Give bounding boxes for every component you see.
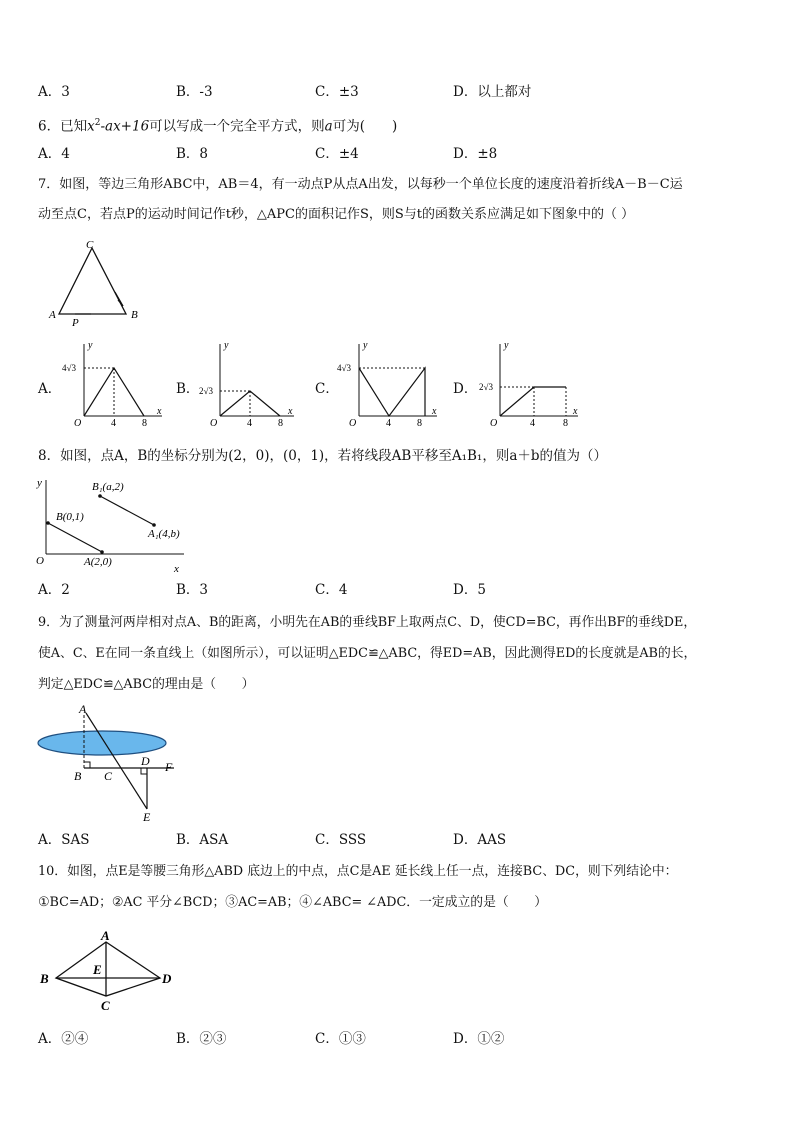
q6-option-c: C．±4 <box>315 146 359 162</box>
tick-8: 8 <box>278 418 283 428</box>
q8-figure <box>34 474 194 574</box>
q6-option-a: A．4 <box>38 146 70 162</box>
label-b1: B₁(a,2) <box>92 481 124 493</box>
label-a: A <box>49 309 56 321</box>
q10-line-2: ①BC=AD；②AC 平分∠BCD；③AC=AB；④∠ABC= ∠ADC．一定成立的是（ ） <box>38 895 548 910</box>
y-label: y <box>363 340 368 351</box>
label-b: B <box>131 309 138 321</box>
origin-label: O <box>36 555 44 567</box>
triangle-abc <box>59 248 126 314</box>
q6-expr-rest: -ax+16 <box>100 118 150 135</box>
q9-line-2: 使A、C、E在同一条直线上（如图所示），可以证明△EDC≌△ABC，得ED=AB，因此测得ED的长度就是AB的长， <box>38 646 697 661</box>
label-a: A(2,0) <box>84 556 112 568</box>
label-c: C <box>101 998 110 1012</box>
right-angle-d <box>141 768 147 774</box>
q8-option-a: A．2 <box>38 582 70 598</box>
q5-option-a: A．3 <box>38 84 70 100</box>
label-d: D <box>162 971 172 986</box>
label-b: B(0,1) <box>56 511 84 523</box>
q10-option-a: A．②④ <box>38 1031 89 1047</box>
origin-label: O <box>490 418 498 428</box>
y-label: y <box>504 340 509 351</box>
q7-graph-b <box>194 338 304 428</box>
tick-y: 2√3 <box>479 382 493 392</box>
q5-option-d: D．以上都对 <box>453 84 532 100</box>
x-label: x <box>174 563 179 574</box>
q6-prefix: 6．已知 <box>38 118 88 135</box>
q7-option-b: B． <box>176 381 200 397</box>
q9-line-1: 9．为了测量河两岸相对点A、B的距离，小明先在AB的垂线BF上取两点C、D，使CD=BC，再作出BF的垂线DE， <box>38 615 697 630</box>
question-8: 8．如图，点A，B的坐标分别为(2，0)，(0，1)，若将线段AB平移至A₁B₁，则a＋b的值为（） <box>38 448 608 464</box>
q7-line-2: 动至点C，若点P的运动时间记作t秒，△APC的面积记作S，则S与t的函数关系应满足如下图象中的（ ） <box>38 207 635 222</box>
tick-y: 4√3 <box>62 363 76 373</box>
label-b: B <box>74 769 82 783</box>
q7-graph-c <box>333 338 443 428</box>
q9-option-d: D．AAS <box>453 832 507 848</box>
q8-option-d: D．5 <box>453 582 486 598</box>
point-b1 <box>98 494 102 498</box>
point-b <box>46 521 50 525</box>
q5-option-b: B．-3 <box>176 84 213 100</box>
q9-line-3: 判定△EDC≌△ABC的理由是（ ） <box>38 677 255 692</box>
q6-suffix: 可为( ) <box>332 118 398 135</box>
series-line <box>359 368 425 416</box>
q6-middle: 可以写成一个完全平方式，则 <box>149 118 325 135</box>
origin-label: O <box>210 418 218 428</box>
tick-8: 8 <box>142 418 147 428</box>
q7-option-c: C． <box>315 381 339 397</box>
q7-option-a: A． <box>38 381 62 397</box>
q9-option-a: A．SAS <box>38 832 90 848</box>
y-label: y <box>88 340 93 351</box>
label-a: A <box>101 928 110 943</box>
x-label: x <box>157 406 162 417</box>
quadrilateral-abcd <box>56 942 160 996</box>
label-a1: A₁(4,b) <box>148 528 180 540</box>
label-a: A <box>79 703 87 716</box>
segment-ab <box>48 523 102 552</box>
tick-y: 2√3 <box>199 386 213 396</box>
q9-option-b: B．ASA <box>176 832 229 848</box>
series-line <box>500 387 566 416</box>
q6-var: a <box>324 118 333 135</box>
question-6 <box>38 114 397 136</box>
q5-option-c: C．±3 <box>315 84 359 100</box>
line-ae <box>86 713 147 809</box>
tick-8: 8 <box>563 418 568 428</box>
q10-option-b: B．②③ <box>176 1031 227 1047</box>
label-d: D <box>141 754 150 768</box>
tick-4: 4 <box>530 418 535 428</box>
q6-expr-x: x <box>87 118 95 135</box>
q10-line-1: 10．如图，点E是等腰三角形△ABD 底边上的中点，点C是AE 延长线上任一点，连接BC、DC，则下列结论中： <box>38 864 678 879</box>
tick-y: 4√3 <box>337 363 351 373</box>
q7-line-1: 7．如图，等边三角形ABC中，AB＝4，有一动点P从点A出发，以每秒一个单位长度的速度沿着折线A－B－C运 <box>38 177 683 192</box>
segment-a1b1 <box>100 496 154 525</box>
origin-label: O <box>349 418 357 428</box>
q9-figure <box>34 703 194 825</box>
tick-8: 8 <box>417 418 422 428</box>
label-e: E <box>143 810 151 824</box>
y-label: y <box>37 477 42 489</box>
origin-label: O <box>74 418 82 428</box>
q7-graph-a <box>58 338 168 428</box>
q8-option-c: C．4 <box>315 582 348 598</box>
label-c: C <box>104 769 113 783</box>
x-label: x <box>573 406 578 417</box>
q8-option-b: B．3 <box>176 582 209 598</box>
q6-option-b: B．8 <box>176 146 209 162</box>
y-label: y <box>224 340 229 351</box>
tick-4: 4 <box>247 418 252 428</box>
right-angle-b <box>84 762 90 768</box>
q9-option-c: C．SSS <box>315 832 367 848</box>
q6-expr-sup: 2 <box>94 118 101 128</box>
label-p: P <box>72 317 79 328</box>
x-label: x <box>288 406 293 417</box>
q7-triangle-figure <box>45 238 155 328</box>
x-label: x <box>432 406 437 417</box>
q10-option-c: C．①③ <box>315 1031 366 1047</box>
tick-4: 4 <box>111 418 116 428</box>
q10-figure <box>36 926 186 1012</box>
q7-option-d: D． <box>453 381 478 397</box>
point-a <box>100 550 104 554</box>
point-a1 <box>152 523 156 527</box>
river <box>38 731 166 755</box>
q6-option-d: D．±8 <box>453 146 498 162</box>
label-f: F <box>165 760 173 774</box>
label-c: C <box>86 239 94 251</box>
q10-option-d: D．①② <box>453 1031 505 1047</box>
tick-4: 4 <box>386 418 391 428</box>
label-e: E <box>93 962 102 977</box>
q7-graph-d <box>474 338 584 428</box>
label-b: B <box>40 971 49 986</box>
